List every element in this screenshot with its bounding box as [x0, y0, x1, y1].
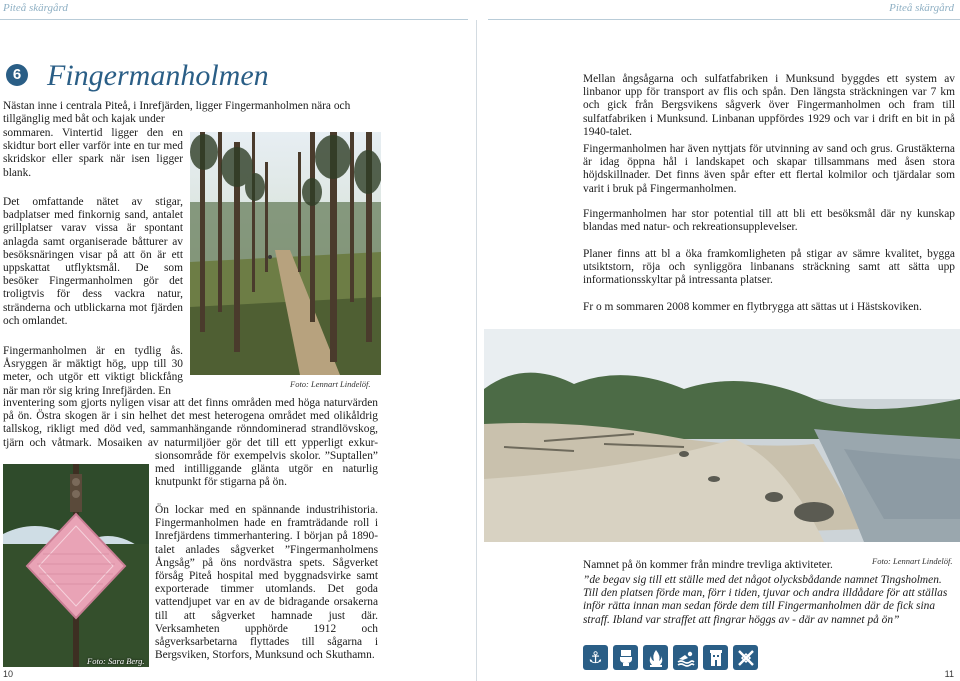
- building-icon: [703, 645, 728, 670]
- campfire-icon: [643, 645, 668, 670]
- name-origin-line: Namnet på ön kommer från mindre trevliga aktiviteter.: [583, 559, 833, 571]
- hiking-trail-icon: [733, 645, 758, 670]
- facility-icons: [583, 645, 758, 670]
- ridge-paragraph-end: sionsområde för exempelvis skolor. ”Suptallen” med intilliggande glänta utgör en naturlig knutpunkt för stigarna på ön.: [155, 450, 378, 489]
- header-right: Piteå skärgård: [889, 2, 954, 14]
- ridge-paragraph-continued: inventering som gjorts nyligen visar att det finns områden med höga naturvärden på ön. Östra skogen är i sin helhet det mest heterogena området med olikåldrig tallskog, rikligt med död ved, sammanhängande rönndominerad strandlövskog, tjärn och våtmark. Mosaiken av naturmiljöer gör det till ett ypperligt exkur-: [3, 397, 378, 449]
- intro-paragraph: sommaren. Vintertid ligger den en skidtur bort eller varför inte en tur med skridskor eller spark när isen ligger blank.: [3, 127, 183, 179]
- forest-path-photo: [190, 132, 381, 375]
- ridge-paragraph-start: Fingermanholmen är en tydlig ås. Åsryggen är mäktigt hög, upp till 30 meter, och utgör ett viktigt blickfång när man rör sig kring Inrefjärden. En: [3, 345, 183, 397]
- anchor-icon: ⚓: [583, 645, 608, 670]
- toilet-icon: [613, 645, 638, 670]
- forest-photo-caption: Foto: Lennart Lindelöf.: [290, 379, 371, 389]
- header-rule-left: [0, 19, 468, 20]
- sign-photo-caption: Foto: Sara Berg.: [87, 656, 145, 666]
- beach-photo-caption: Foto: Lennart Lindelöf.: [872, 556, 953, 566]
- sign-photo: [3, 464, 149, 667]
- page-gutter: [476, 20, 477, 681]
- header-rule-right: [488, 19, 960, 20]
- beach-photo: [484, 329, 960, 542]
- potential-paragraph: Fingermanholmen har stor potential till att bli ett besöksmål där ny kunskap blandas med natur- och rekreationsupplevelser.: [583, 208, 955, 234]
- intro-lines: [3, 100, 378, 126]
- page-title: Fingermanholmen: [47, 59, 269, 92]
- cableway-paragraph: Mellan ångsågarna och sulfatfabriken i Munksund byggdes ett system av linbanor upp för transport av flis och spån. Den längsta sträckningen var 7 km och gick från Bergsvikens sågverk över Fingermanholmen och fram till sulfatfabriken i Munksund. Linbanan uppfördes 1929 och var i drift en bit in på 1940-talet.: [583, 73, 955, 138]
- page-number-left: 10: [3, 669, 14, 679]
- page-number-right: 11: [944, 669, 954, 679]
- intro-line-1: Nästan inne i centrala Piteå, i Inrefjärden, ligger Fingermanholmen nära och: [3, 100, 351, 112]
- section-number-badge: 6: [6, 64, 28, 86]
- name-origin-quote: ”de begav sig till ett ställe med det något olycksbådande namnet Tingsholmen. Till den platsen förde man, förr i tiden, tjuvar och andra illdådare för att ställas inför rätta innan man sedan förde dem till Fingermanholmen där de fick sina straff. Ibland var straffet att fingrar höggs av - där av namnet på ön”: [583, 574, 948, 626]
- pier-paragraph: Fr o m sommaren 2008 kommer en flytbrygga att sättas ut i Hästskoviken.: [583, 301, 922, 313]
- gravel-paragraph: Fingermanholmen har även nyttjats för utvinning av sand och grus. Grustäkterna är idag öppna hål i landskapet och skapar tillsammans med åsen stora höjdskillnader. Det finns även spår efter ett flertal kolmilor och tjärdalar som varit i bruk på Fingermanholmen.: [583, 143, 955, 195]
- industry-paragraph: Ön lockar med en spännande industrihistoria. Fingermanholmen hade en framträdande roll i Inrefjärdens timmerhantering. I början på 1890-talet anlades sågverket ”Fingermanholmens Ångsåg” på öns nordvästra spets. Sågverket försåg Piteå hospital med byggnadsvirke samt exporterade timmer utomlands. Det goda vattendjupet var en av de bidragande orsakerna till att sågverket hamnade just där. Verksamheten upphörde 1912 och sågverksarbetarna flyttades till sågarna i Bergsviken, Storfors, Munksund och Skuthamn.: [155, 504, 378, 662]
- intro-line-2: tillgänglig med båt och kajak under: [3, 113, 165, 126]
- swimming-icon: [673, 645, 698, 670]
- trails-paragraph: Det omfattande nätet av stigar, badplatser med finkornig sand, antalet grillplatser varav vissa är spontant anlagda samt organiserade båtturer av besöksnäringen visar på att ön är ett uppskattat utflyktsmål. De som besöker Fingermanholmen gör det troligtvis för dess vackra natur, stränderna och utblickarna mot fjärden och omlandet.: [3, 196, 183, 327]
- plans-paragraph: Planer finns att bl a öka framkomligheten på stigar av sämre kvalitet, byggа utsiktstorn, röja och synliggöra linbanans sträckning samt att sätta upp informationsskyltar på intressanta platser.: [583, 248, 955, 287]
- header-left: Piteå skärgård: [3, 2, 68, 14]
